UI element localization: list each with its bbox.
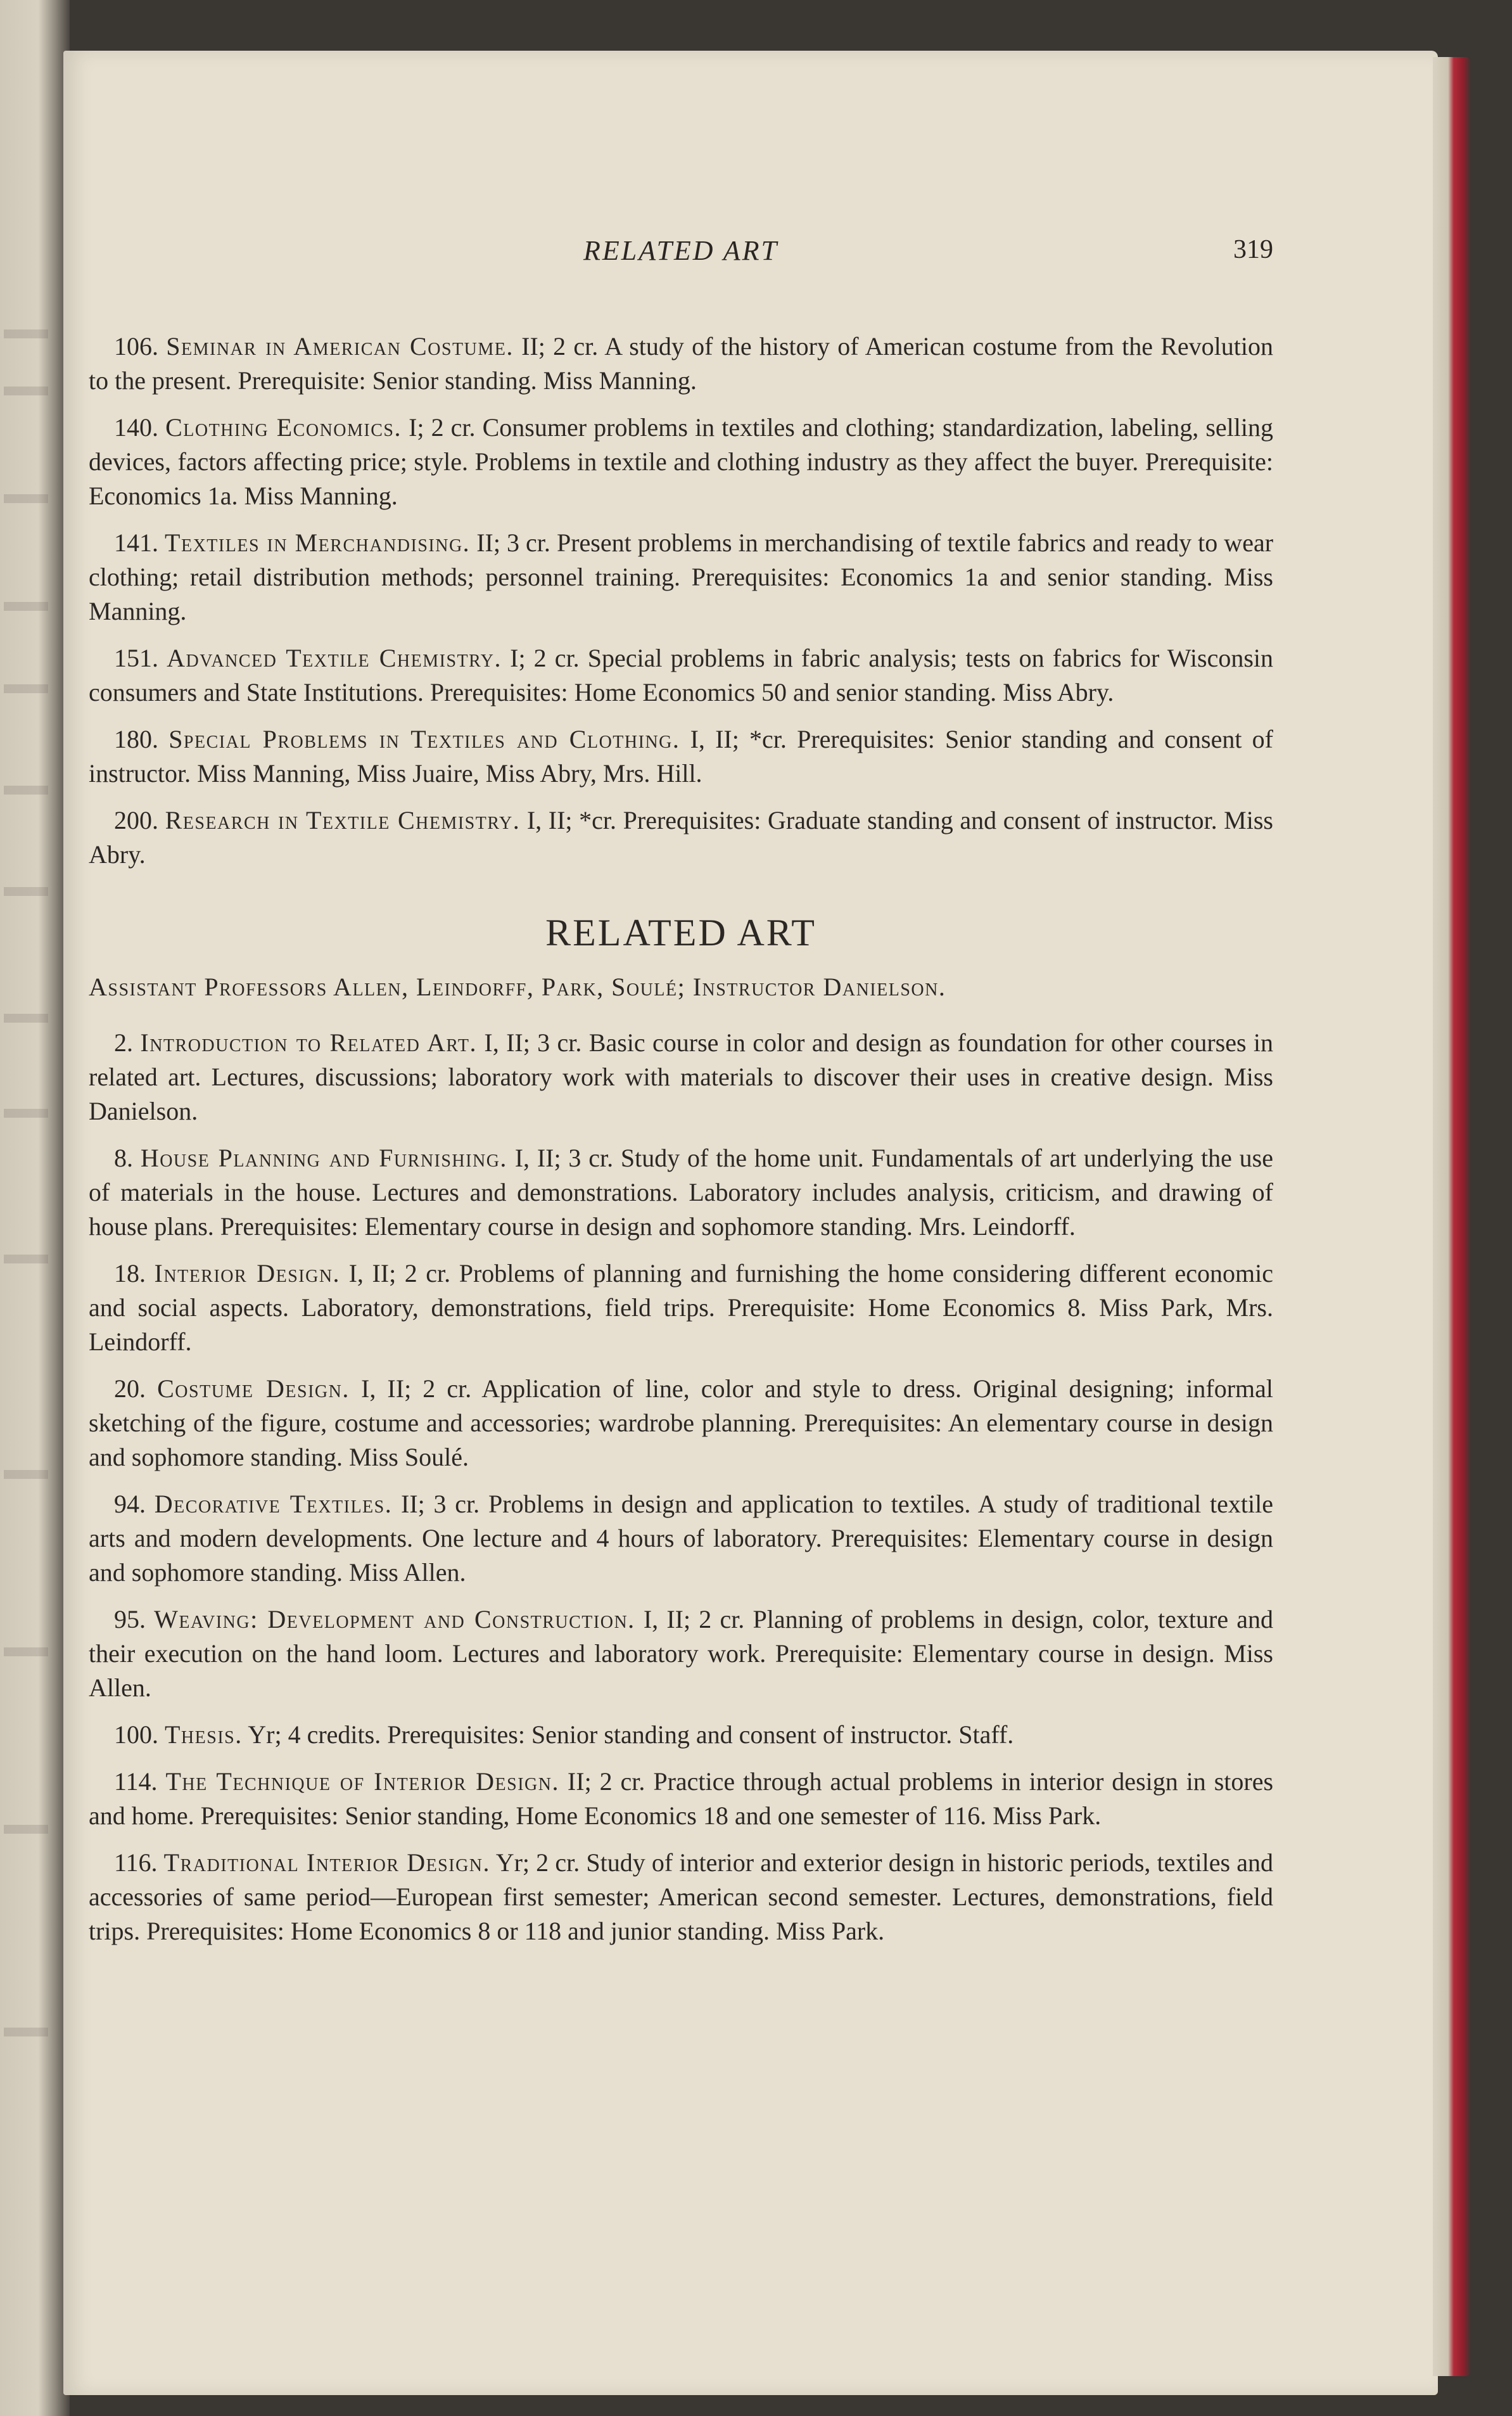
course-description: I, II; 2 cr. Application of line, color and style to dress. Original designing; informal sketching of the figure, costume and accessories; wardrobe planning. Prerequisites: An elementary course in design and sophomore standing. Miss Soulé. [89,1374,1274,1471]
course-description: I; 2 cr. Special problems in fabric analysis; tests on fabrics for Wisconsin consumers and State Institutions. Prerequisites: Home Economics 50 and senior standing. Miss Abry. [89,644,1274,706]
course-number: 8. [114,1144,133,1172]
course-entry [89,1256,1273,1359]
course-title: Advanced Textile Chemistry. [167,644,502,672]
course-title: Weaving: Development and Construction. [154,1605,635,1633]
course-entry [89,1765,1273,1833]
page-edge-right [1433,57,1471,2376]
course-description: II; 2 cr. A study of the history of American costume from the Revolution to the present. Prerequisite: Senior standing. Miss Manning. [89,332,1274,395]
course-entry [89,722,1273,791]
textile-course-list [89,329,1273,872]
staff-line: Assistant Professors Allen, Leindorff, Park, Soulé; Instructor Danielson. [89,973,946,1001]
course-description: II; 2 cr. Practice through actual problems in interior design in stores and home. Prerequisites: Senior standing, Home Economics 18 and one semester of 116. Miss Park. [89,1767,1274,1830]
course-entry [89,411,1273,513]
course-number: 140. [114,413,158,442]
facing-page-edge [0,0,70,2416]
course-number: 151. [114,644,158,672]
course-description: I, II; 2 cr. Problems of planning and furnishing the home considering different economic and social aspects. Laboratory, demonstrations, field trips. Prerequisite: Home Economics 8. Miss Park, Mrs. Leindorff. [89,1259,1274,1356]
course-title: Traditional Interior Design. [163,1848,491,1877]
course-description: I, II; 2 cr. Planning of problems in design, color, texture and their execution on the hand loom. Lectures and laboratory work. Prerequisite: Elementary course in design. Miss Allen. [89,1605,1274,1702]
course-number: 95. [114,1605,146,1633]
course-title: Interior Design. [154,1259,341,1288]
page-number: 319 [1233,235,1273,264]
course-entry [89,1602,1273,1705]
course-title: Clothing Economics. [165,413,402,442]
course-number: 20. [114,1374,146,1403]
section-title: RELATED ART [545,912,816,954]
course-entry [89,641,1273,710]
course-description: I, II; *cr. Prerequisites: Senior standing and consent of instructor. Miss Manning, Miss Juaire, Miss Abry, Mrs. Hill. [89,725,1273,788]
course-title: Introduction to Related Art. [140,1028,478,1057]
course-description: I, II; 3 cr. Study of the home unit. Fundamentals of art underlying the use of materials in the house. Lectures and demonstrations. Laboratory includes analysis, criticism, and drawing of house plans. Prerequisites: Elementary course in design and sophomore standing. Mrs. Leindorff. [89,1144,1273,1241]
running-head-title: RELATED ART [583,235,779,266]
course-entry [89,1372,1273,1474]
course-number: 180. [114,725,158,753]
course-entry [89,803,1273,872]
course-title: Textiles in Merchandising. [165,528,471,557]
course-number: 18. [114,1259,146,1288]
course-number: 114. [114,1767,158,1796]
course-entry [89,1141,1273,1244]
course-title: Thesis. [165,1720,243,1749]
course-entry [89,1487,1273,1590]
course-title: Research in Textile Chemistry. [165,806,521,834]
course-number: 2. [114,1028,133,1057]
course-entry [89,1026,1273,1128]
running-head [89,234,1273,272]
course-number: 141. [114,528,158,557]
course-entry [89,526,1273,629]
course-description: I, II; *cr. Prerequisites: Graduate standing and consent of instructor. Miss Abry. [89,806,1273,869]
course-title: Decorative Textiles. [154,1490,393,1518]
related-art-course-list [89,1026,1273,1948]
course-entry [89,1718,1273,1752]
course-description: II; 3 cr. Present problems in merchandising of textile fabrics and ready to wear clothing; retail distribution methods; personnel training. Prerequisites: Economics 1a and senior standing. Miss Manning. [89,528,1274,625]
course-description: I; 2 cr. Consumer problems in textiles and clothing; standardization, labeling, selling devices, factors affecting price; style. Problems in textile and clothing industry as they affect the buyer. Prerequisite: Economics 1a. Miss Manning. [89,413,1273,510]
course-number: 200. [114,806,158,834]
course-description: Yr; 4 credits. Prerequisites: Senior standing and consent of instructor. Staff. [248,1720,1014,1749]
course-entry [89,329,1273,398]
course-title: The Technique of Interior Design. [165,1767,559,1796]
course-description: I, II; 3 cr. Basic course in color and design as foundation for other courses in related art. Lectures, discussions; laboratory work with materials to discover their uses in creative design. Miss Danielson. [89,1028,1274,1125]
course-description: Yr; 2 cr. Study of interior and exterior design in historic periods, textiles and accessories of same period—European first semester; American second semester. Lectures, demonstrations, field trips. Prerequisites: Home Economics 8 or 118 and junior standing. Miss Park. [89,1848,1274,1945]
course-title: Seminar in American Costume. [166,332,514,361]
course-number: 116. [114,1848,158,1877]
page-body [89,329,1273,1961]
course-description: II; 3 cr. Problems in design and application to textiles. A study of traditional textile arts and modern developments. One lecture and 4 hours of laboratory. Prerequisites: Elementary course in design and sophomore standing. Miss Allen. [89,1490,1274,1587]
course-entry [89,1846,1273,1948]
course-title: Costume Design. [157,1374,350,1403]
course-title: Special Problems in Textiles and Clothing. [168,725,680,753]
course-number: 100. [114,1720,158,1749]
course-number: 94. [114,1490,146,1518]
course-number: 106. [114,332,158,361]
course-title: House Planning and Furnishing. [140,1144,507,1172]
